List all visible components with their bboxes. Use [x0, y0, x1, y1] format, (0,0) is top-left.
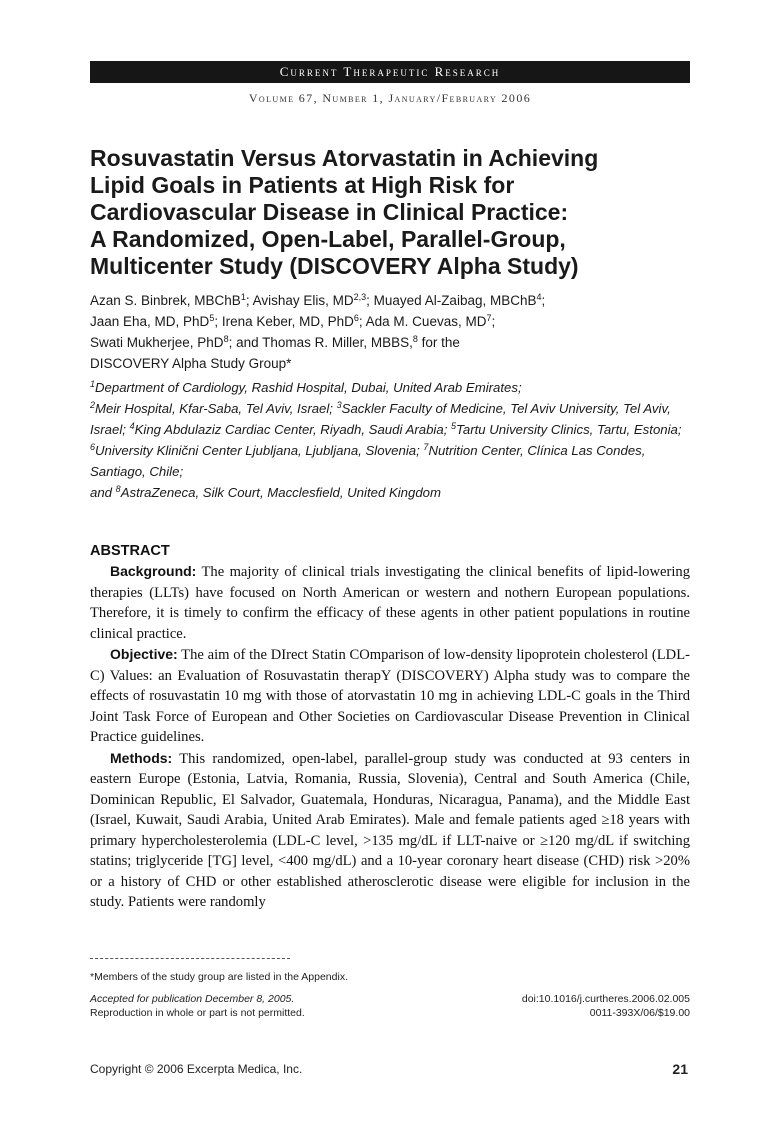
section-text: The aim of the DIrect Statin COmparison of low-density lipoprotein cholesterol (LDL-C) Values: an Evaluation of Rosuvastatin therapY (DISCOVERY) Alpha study was to compare the effects of rosuvastatin 10 mg with those of atorvastatin 10 mg in achieving LDL-C goals in the Third Joint Task Force of European and Other Societies on Cardiovascular Disease Prevention in Clinical Practice guidelines.: [90, 647, 690, 745]
author: ; Irena Keber, MD, PhD: [214, 314, 354, 329]
affiliation: Department of Cardiology, Rashid Hospital, Dubai, United Arab Emirates;: [95, 380, 522, 395]
author-list: Azan S. Binbrek, MBChB$^1$; Avishay Elis, MD$^{2,3}$; Muayed Al-Zaibag, MBChB$^4$; Jaan Eha, MD, PhD$^5$; Irena Keber, MD, PhD$^6$; Ada M. Cuevas, $MD^7$; Swati Mukherjee, PhD$^8$; and Thomas R. Miller, MBBS,$^8$ for the DISCOVERY Alpha Study Group*: [90, 292, 546, 371]
author: for the: [417, 335, 460, 350]
abstract-methods: [90, 748, 690, 913]
abstract: [90, 541, 690, 913]
footnote-members: *Members of the study group are listed in the Appendix.: [90, 971, 348, 983]
author: ; Ada M. Cuevas, MD: [358, 314, 487, 329]
abstract-background: [90, 561, 690, 644]
issue-line: Volume 67, Number 1, January/February 2006: [248, 91, 532, 105]
affil-sup: 8: [115, 484, 121, 494]
author: Swati Mukherjee, PhD: [90, 335, 224, 350]
affil-sup: 4: [129, 421, 135, 431]
affil-sup: 2: [90, 400, 96, 410]
affil-sup: 6: [90, 442, 96, 452]
affiliation: Tartu University Clinics, Tartu, Estonia;: [456, 422, 682, 437]
author: ; and Thomas R. Miller, MBBS,: [228, 335, 413, 350]
journal-name-banner: [90, 61, 690, 83]
author: Azan S. Binbrek, MBChB: [90, 293, 241, 308]
affil-sup: 3: [336, 400, 342, 410]
affiliation: AstraZeneca, Silk Court, Macclesfield, United Kingdom: [120, 485, 441, 500]
affil-sup: 5: [451, 421, 457, 431]
author: ; Muayed Al-Zaibag, MBChB: [366, 293, 537, 308]
affiliation: Meir Hospital, Kfar-Saba, Tel Aviv, Israel;: [95, 401, 337, 416]
title-line: Cardiovascular Disease in Clinical Practice:: [90, 199, 569, 225]
author-sup: 8: [412, 334, 418, 344]
title-line: Multicenter Study (DISCOVERY Alpha Study): [90, 253, 579, 279]
abstract-objective: [90, 644, 690, 748]
footnote-divider: [90, 958, 290, 960]
page-number: 21: [672, 1061, 688, 1077]
affiliation-and: and: [90, 485, 116, 500]
author-sup: 6: [353, 313, 359, 323]
section-text: The majority of clinical trials investigating the clinical benefits of lipid-lowering therapies (LLTs) have focused on North American or western and nothern European populations. Therefore, it is timely to confirm the efficacy of these agents in other patient populations in routine clinical practice.: [90, 564, 690, 642]
section-label: Methods:: [110, 749, 173, 766]
affiliation: King Abdulaziz Cardiac Center, Riyadh, Saudi Arabia;: [134, 422, 452, 437]
author-sup: 1: [240, 292, 246, 302]
journal-name: Current Therapeutic Research: [279, 64, 501, 79]
section-label: Objective:: [110, 646, 178, 662]
affiliation: Nutrition Center, Clínica Las Condes, Santiago, Chile;: [90, 443, 646, 479]
title-line: Rosuvastatin Versus Atorvastatin in Achieving: [90, 145, 599, 171]
section-label: Background:: [110, 563, 197, 579]
author-sup: 8: [223, 334, 229, 344]
affiliation: University Klinični Center Ljubljana, Ljubljana, Slovenia;: [95, 443, 424, 458]
affiliation: Sackler Faculty of Medicine, Tel Aviv University, Tel Aviv, Israel;: [90, 401, 671, 437]
author-sup: 5: [209, 313, 215, 323]
affiliations: [90, 377, 690, 503]
author-sup: 4: [536, 292, 542, 302]
title-line: A Randomized, Open-Label, Parallel-Group,: [90, 226, 566, 252]
reproduction-notice: Reproduction in whole or part is not permitted.: [90, 1007, 305, 1019]
abstract-heading: ABSTRACT: [90, 543, 170, 559]
title-line: Lipid Goals in Patients at High Risk for: [90, 172, 515, 198]
doi: doi:10.1016/j.curtheres.2006.02.005: [521, 993, 690, 1005]
author: ; Avishay Elis, MD: [245, 293, 354, 308]
affil-sup: 1: [90, 379, 96, 389]
issn-code: 0011-393X/06/$19.00: [589, 1007, 690, 1019]
author-sup: 7: [486, 313, 492, 323]
section-text: This randomized, open-label, parallel-group study was conducted at 93 centers in eastern Europe (Estonia, Latvia, Romania, Russia, Slovenia), Central and South America (Chile, Dominican Republic, El Salvador, Guatemala, Honduras, Nicaragua, Panama), and the Middle East (Israel, Kuwait, Saudi Arabia, United Arab Emirates). Male and female patients aged ≥18 years with primary hypercholesterolemia (LDL-C level, >135 mg/dL if LLT-naive or ≥120 mg/dL if switching statins; triglyceride [TG] level, <400 mg/dL) and a 10-year coronary heart disease (CHD) risk >20% or a history of CHD or other established atherosclerotic disease were eligible for inclusion in the study. Patients were randomly: [90, 750, 690, 910]
article-title: [90, 145, 690, 280]
accepted-date: Accepted for publication December 8, 2005.: [90, 993, 295, 1005]
study-group: DISCOVERY Alpha Study Group*: [90, 356, 292, 371]
copyright: Copyright © 2006 Excerpta Medica, Inc.: [90, 1062, 303, 1076]
affil-sup: 7: [423, 442, 429, 452]
author-sup: 2,3: [353, 292, 367, 302]
author: Jaan Eha, MD, PhD: [90, 314, 210, 329]
page-footer: [90, 1062, 690, 1076]
